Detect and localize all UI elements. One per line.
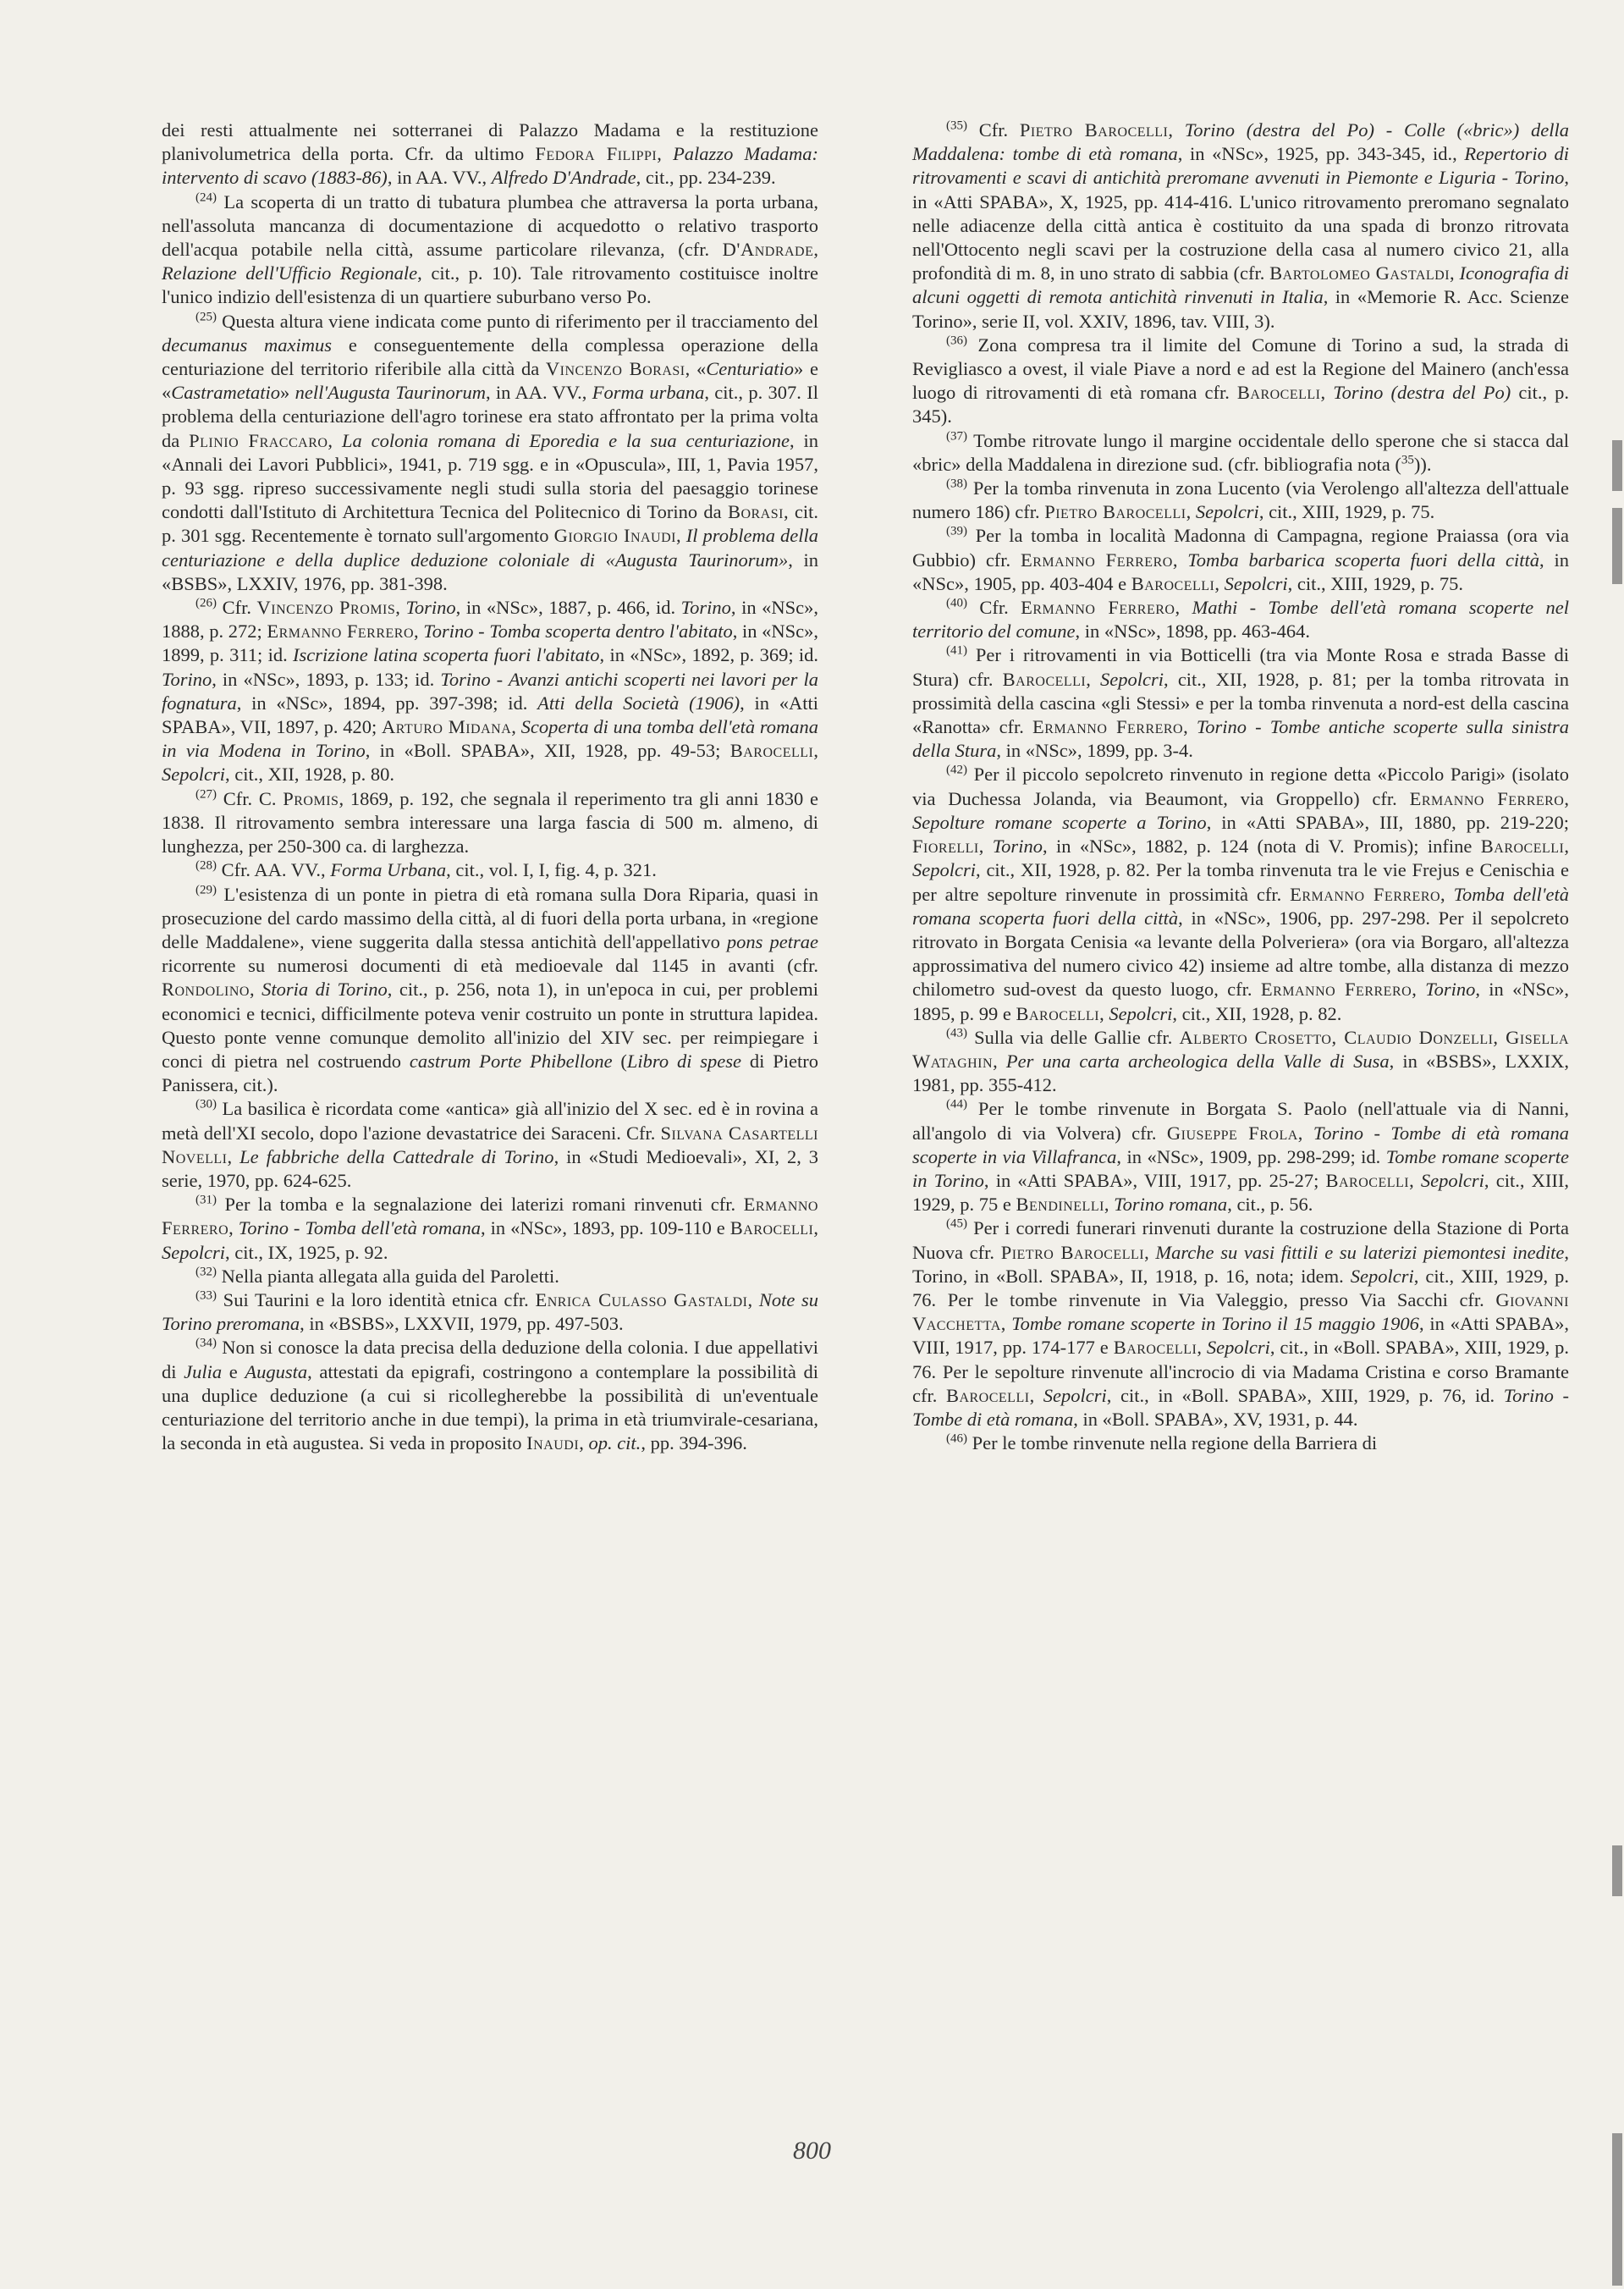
footnote-text: Non si conosce la data precisa della deduzione della colonia. I due appellativi di bbox=[162, 1337, 818, 1382]
footnote-paragraph bbox=[162, 1193, 818, 1265]
author-name: Enrica Culasso Gastaldi bbox=[535, 1288, 748, 1310]
footnote-text: Cfr. AA. VV., bbox=[217, 859, 331, 881]
work-title: Forma urbana bbox=[592, 382, 705, 404]
footnote-paragraph bbox=[162, 190, 818, 310]
footnote-text: , bbox=[1320, 382, 1334, 404]
work-title: Tombe romane scoperte in Torino bbox=[912, 1145, 1569, 1191]
scan-edge-mark bbox=[1612, 508, 1622, 584]
author-name: Silvana Casartelli Novelli bbox=[162, 1122, 818, 1167]
footnote-text: , in «BSBS», LXXIV, 1976, pp. 381-398. bbox=[162, 549, 818, 594]
footnote-text: , bbox=[993, 1050, 1006, 1072]
work-title: Tombe romane scoperte in Torino il 15 maggio 1906 bbox=[1011, 1313, 1419, 1335]
footnote-text: Cfr. bbox=[217, 597, 257, 619]
author-name: Pietro Barocelli bbox=[1019, 119, 1169, 141]
footnote-paragraph bbox=[912, 477, 1569, 524]
footnote-text: , 1869, p. 192, che segnala il reperimento tra gli anni 1830 e 1838. Il ritrovamento sembra interessare una larga fascia di 500 m. almeno, di lunghezza, per 250-300 ca. di larghezza. bbox=[162, 787, 818, 858]
footnote-text: , cit., vol. I, I, fig. 4, p. 321. bbox=[446, 859, 657, 881]
author-name: Barocelli bbox=[1113, 1337, 1197, 1359]
work-title: pons petrae bbox=[726, 930, 818, 952]
footnote-text: La basilica è ricordata come «antica» già all'inizio del X sec. ed è in rovina a metà dell'XI secolo, dopo l'azione devastatrice dei Saraceni. Cfr. bbox=[162, 1098, 818, 1144]
footnote-text: , bbox=[747, 1288, 759, 1310]
footnote-text: , bbox=[227, 1145, 240, 1167]
footnote-number: (45) bbox=[946, 1216, 967, 1231]
footnote-text: , bbox=[1029, 1384, 1043, 1406]
author-name: Vincenzo Borasi bbox=[545, 358, 685, 380]
footnote-text: Sulla via delle Gallie cfr. bbox=[967, 1026, 1180, 1048]
work-title: decumanus maximus bbox=[162, 334, 333, 356]
footnote-number: (41) bbox=[946, 643, 967, 658]
footnote-paragraph bbox=[162, 1097, 818, 1193]
footnote-text: , bbox=[1000, 1313, 1012, 1335]
footnote-text: , bbox=[1564, 787, 1569, 809]
work-title: Sepolcri bbox=[1206, 1337, 1270, 1359]
footnote-text: , in AA. VV., bbox=[387, 167, 492, 189]
footnote-text: , cit., p. 256, nota 1), in un'epoca in cui, per problemi economici e tecnici, difficilmente poteva venir costruito un ponte in struttura lapidea. Questo ponte venne comunque demolito all'inizio del XIV sec. per reimpiegare i conci di pietra nel costruendo bbox=[162, 979, 819, 1072]
footnotes-right-column bbox=[912, 119, 1569, 1455]
footnote-text: , bbox=[1172, 549, 1188, 571]
footnote-number: (27) bbox=[195, 787, 217, 802]
footnote-number: (37) bbox=[946, 429, 967, 444]
work-title: Julia bbox=[184, 1360, 223, 1382]
footnote-text: , bbox=[813, 740, 818, 762]
footnote-text: , in «NSc», 1899, pp. 3-4. bbox=[996, 740, 1193, 762]
footnote-text: , bbox=[676, 525, 686, 547]
author-name: Barocelli bbox=[1236, 382, 1321, 404]
footnote-paragraph bbox=[912, 119, 1569, 334]
footnote-text: , cit., in «Boll. SPABA», XIII, 1929, p. 76. Per le sepolture rinvenute all'incrocio di via Madama Cristina e corso Bramante cfr. bbox=[912, 1337, 1569, 1406]
work-title: Sepolcri bbox=[912, 859, 976, 881]
footnote-text: , bbox=[1144, 1241, 1156, 1263]
footnote-text: Per la tomba e la segnalazione dei laterizi romani rinvenuti cfr. bbox=[217, 1194, 744, 1216]
footnote-paragraph bbox=[162, 310, 818, 596]
footnote-text: , in «Boll. SPABA», XII, 1928, pp. 49-53; bbox=[365, 740, 730, 762]
author-name: Fiorelli bbox=[912, 836, 979, 858]
footnote-text: , bbox=[414, 621, 424, 643]
footnote-text: , bbox=[1214, 572, 1225, 594]
footnote-number: (39) bbox=[946, 524, 967, 538]
footnote-text: , in «NSc», 1887, p. 466, id. bbox=[455, 597, 681, 619]
footnote-text: ( bbox=[612, 1050, 627, 1072]
footnote-text: Sui Taurini e la loro identità etnica cfr. bbox=[217, 1288, 536, 1310]
work-title: Relazione dell'Ufficio Regionale bbox=[162, 262, 418, 284]
footnote-text: , in «NSc», 1909, pp. 298-299; id. bbox=[1116, 1145, 1386, 1167]
footnote-text: , in AA. VV., bbox=[485, 382, 592, 404]
footnote-text: , cit., p. 56. bbox=[1227, 1194, 1313, 1216]
author-name: Giovanni Vacchetta bbox=[912, 1288, 1569, 1335]
footnote-text: , in «Atti SPABA», VII, 1897, p. 420; bbox=[162, 692, 818, 738]
footnote-number: (38) bbox=[946, 477, 967, 491]
footnote-paragraph bbox=[912, 596, 1569, 643]
footnote-text: , attestati da epigrafi, costringono a contemplare la possibilità di una duplice deduzione (a cui si ricollegherebbe la possibilità di un'eventuale centuriazione del territorio anche in due tempi), la prima in età triumvirale-cesariana, la seconda in età augustea. Si veda in proposito bbox=[162, 1360, 818, 1454]
footnote-text: Tombe ritrovate lungo il margine occidentale dello sperone che si stacca dal «bric» della Maddalena in direzione sud. (cfr. bibliografia nota ( bbox=[912, 429, 1569, 475]
author-name: Plinio Fraccaro bbox=[189, 429, 328, 451]
author-name: Promis bbox=[283, 787, 339, 809]
footnote-paragraph bbox=[912, 334, 1569, 429]
work-title: Castrametatio bbox=[171, 382, 281, 404]
footnote-text: , cit., XII, 1928, p. 81; per la tomba ritrovata in prossimità della cascina «gli Stessi» e per la tomba rinvenuta a nord-est della cascina «Ranotta» cfr. bbox=[912, 668, 1569, 738]
work-title: Sepolcri bbox=[1195, 501, 1259, 523]
author-name: Vincenzo Promis bbox=[256, 597, 396, 619]
author-name: Ermanno Ferrero bbox=[1409, 787, 1565, 809]
footnote-number: (28) bbox=[195, 858, 217, 873]
footnote-paragraph bbox=[912, 1431, 1569, 1455]
work-title: Torino - Tombe di età romana scoperte in via Villafranca bbox=[912, 1122, 1570, 1167]
work-title: op. cit. bbox=[588, 1432, 641, 1454]
footnote-paragraph bbox=[912, 1097, 1569, 1216]
work-title: Forma Urbana bbox=[330, 859, 447, 881]
author-name: Rondolino bbox=[162, 979, 250, 1001]
author-name: Barocelli bbox=[945, 1384, 1030, 1406]
footnote-text: , cit., XII, 1928, p. 82. Per la tomba rinvenuta tra le vie Frejus e Cenischia e per altre sepolture rinvenute in prossimità cfr. bbox=[912, 859, 1569, 905]
footnote-text: , in «Atti SPABA», VIII, 1917, pp. 25-27; bbox=[983, 1169, 1326, 1191]
footnote-number: (40) bbox=[946, 596, 967, 610]
footnote-text: , in «Memorie R. Acc. Scienze Torino», serie II, vol. XXIV, 1896, tav. VIII, 3). bbox=[912, 286, 1569, 332]
footnote-number: (29) bbox=[195, 883, 217, 896]
work-title: Tomba barbarica scoperta fuori della città bbox=[1187, 549, 1540, 571]
work-title: Sepolcri bbox=[1350, 1265, 1414, 1287]
footnote-text: , bbox=[978, 836, 993, 858]
footnote-text: La scoperta di un tratto di tubatura plumbea che attraversa la porta urbana, nell'assoluta mancanza di documentazione di acquedotto o relativo trasporto dell'acqua potabile nella città, assume particolare rilevanza, (cfr. bbox=[162, 190, 818, 261]
author-name: Barocelli bbox=[1016, 1002, 1100, 1024]
work-title: Repertorio di ritrovamenti e scavi di antichità preromane avvenuti in Piemonte e Liguria - Torino bbox=[912, 143, 1570, 189]
footnote-text: , bbox=[511, 716, 521, 738]
author-name: Arturo Midana bbox=[381, 716, 512, 738]
footnote-text: , in «NSc», 1892, p. 369; id. bbox=[599, 644, 818, 666]
work-title: Tomba dell'età romana scoperta fuori della città bbox=[912, 883, 1569, 929]
work-title: Centuriatio bbox=[706, 358, 795, 380]
footnote-text: , bbox=[1564, 836, 1569, 858]
author-name: Bartolomeo Gastaldi bbox=[1269, 262, 1451, 284]
footnote-text: , in «NSc», 1899, p. 311; id. bbox=[162, 621, 818, 666]
author-name: Bendinelli bbox=[1016, 1194, 1104, 1216]
author-name: Pietro Barocelli bbox=[1000, 1241, 1145, 1263]
footnote-paragraph bbox=[912, 524, 1569, 596]
footnote-text: , bbox=[1186, 501, 1196, 523]
footnote-number: (26) bbox=[195, 596, 217, 610]
footnote-number: (46) bbox=[946, 1431, 967, 1446]
work-title: Sepolcri bbox=[1224, 572, 1288, 594]
footnote-text: , cit., p. 10). Tale ritrovamento costituisce inoltre l'unico indizio dell'esistenza di un quartiere suburbano verso Po. bbox=[162, 262, 818, 308]
work-title: Sepolcri bbox=[1109, 1002, 1173, 1024]
footnote-number: (25) bbox=[195, 310, 217, 324]
work-title: Torino - Tombe antiche scoperte sulla sinistra della Stura bbox=[912, 716, 1569, 762]
footnote-text: , bbox=[1409, 1169, 1421, 1191]
footnote-text: , bbox=[228, 1217, 239, 1239]
footnote-number: (32) bbox=[195, 1265, 217, 1279]
footnote-text: , bbox=[1183, 716, 1197, 738]
footnote-number: (44) bbox=[946, 1097, 967, 1111]
work-title: Torino - Tomba scoperta dentro l'abitato bbox=[423, 621, 733, 643]
footnote-text: Per le tombe rinvenute nella regione della Barriera di bbox=[967, 1432, 1378, 1454]
footnote-text: , Torino, in «Boll. SPABA», II, 1918, p. 16, nota; idem. bbox=[912, 1241, 1569, 1287]
footnote-text: di Pietro Panissera, cit.). bbox=[162, 1050, 818, 1096]
footnote-text: , cit., in «Boll. SPABA», XIII, 1929, p. 76, id. bbox=[1106, 1384, 1504, 1406]
footnote-paragraph bbox=[912, 763, 1569, 1025]
footnote-text: , in «Atti SPABA», VIII, 1917, pp. 174-177 e bbox=[912, 1313, 1569, 1359]
work-title: Torino - Tombe di età romana bbox=[912, 1384, 1569, 1430]
footnote-text: » e « bbox=[162, 358, 818, 404]
footnote-paragraph bbox=[162, 858, 818, 882]
scan-edge-mark bbox=[1612, 1845, 1622, 1896]
footnote-text: Cfr. C. bbox=[217, 787, 284, 809]
footnote-text: , bbox=[657, 143, 674, 165]
footnote-text: , cit., XII, 1928, p. 80. bbox=[224, 764, 394, 786]
footnote-number: (34) bbox=[195, 1336, 217, 1350]
footnote-text: , in «BSBS», LXXIX, 1981, pp. 355-412. bbox=[912, 1050, 1570, 1096]
footnote-text: , bbox=[579, 1432, 589, 1454]
work-title: Augusta bbox=[245, 1360, 308, 1382]
footnote-text: dei resti attualmente nei sotterranei di Palazzo Madama e la restituzione planivolumetrica della porta. Cfr. da ultimo bbox=[162, 119, 818, 165]
work-title: Per una carta archeologica della Valle di Susa bbox=[1005, 1050, 1390, 1072]
footnote-paragraph bbox=[162, 787, 818, 859]
footnote-text: Nella pianta allegata alla guida del Paroletti. bbox=[217, 1265, 559, 1287]
footnote-text: , cit., XIII, 1929, p. 75 e bbox=[912, 1169, 1569, 1216]
footnote-text: Per la tomba in località Madonna di Campagna, regione Praiassa (ora via Gubbio) cfr. bbox=[912, 525, 1569, 571]
work-title: Sepolcri bbox=[1420, 1169, 1484, 1191]
work-title: Torino - Avanzi antichi scoperti nei lavori per la fognatura bbox=[162, 668, 818, 714]
author-name: Ermanno Ferrero bbox=[267, 621, 415, 643]
work-title: Sepolcri bbox=[1100, 668, 1164, 690]
footnote-text: , cit., XIII, 1929, p. 76. Per le tombe rinvenute in Via Valeggio, presso Via Sacchi cfr. bbox=[912, 1265, 1570, 1310]
author-name: Ermanno Ferrero bbox=[1032, 716, 1184, 738]
work-title: Torino - Tomba dell'età romana bbox=[238, 1217, 482, 1239]
footnote-text: Per la tomba rinvenuta in zona Lucento (via Verolengo all'altezza dell'attuale numero 186) cfr. bbox=[912, 477, 1569, 523]
work-title: Sepolture romane scoperte a Torino bbox=[912, 811, 1207, 833]
author-name: Ermanno Ferrero bbox=[1260, 979, 1412, 1001]
footnote-text: , cit., XIII, 1929, p. 75. bbox=[1258, 501, 1435, 523]
footnote-paragraph bbox=[162, 119, 818, 190]
author-name: Ermanno Ferrero bbox=[162, 1194, 818, 1239]
footnote-number: (33) bbox=[195, 1288, 217, 1303]
footnote-text: , in «Annali dei Lavori Pubblici», 1941, p. 719 sgg. e in «Opuscula», III, 1, Pavia 1957, p. 93 sgg. ripreso successivamente negli studi sulla storia del paesaggio torinese condotti dall'Istituto di Architettura Tecnica del Politecnico di Torino da bbox=[162, 429, 819, 523]
footnote-text: , bbox=[1168, 119, 1185, 141]
work-title: Iscrizione latina scoperta fuori l'abitato bbox=[293, 644, 600, 666]
footnote-number: (42) bbox=[946, 763, 967, 777]
author-name: Barocelli bbox=[729, 1217, 814, 1239]
scan-edge-mark bbox=[1612, 2133, 1622, 2286]
work-title: Il problema della centuriazione e della duplice deduzione coloniale di «Augusta Taurinorum» bbox=[162, 525, 819, 571]
footnote-text: )). bbox=[1413, 453, 1432, 475]
footnote-number: (36) bbox=[946, 334, 967, 348]
footnote-text: , bbox=[1440, 883, 1454, 905]
footnote-text: , bbox=[395, 597, 406, 619]
work-title: Torino bbox=[680, 597, 731, 619]
work-title: Storia di Torino bbox=[261, 979, 388, 1001]
footnote-number: (30) bbox=[195, 1097, 217, 1111]
footnote-text: cit., p. 345). bbox=[912, 382, 1570, 427]
author-name: Borasi bbox=[727, 501, 784, 523]
footnotes-left-column bbox=[162, 119, 818, 1455]
footnote-text: Zona compresa tra il limite del Comune di Torino a sud, la strada di Revigliasco a ovest, il viale Piave a nord e ad est la Regione del Mainero (anch'essa luogo di ritrovamenti di età romana cfr. bbox=[912, 334, 1569, 404]
author-name: Fedora Filippi bbox=[535, 143, 658, 165]
footnote-text: , in «NSc», 1893, pp. 109-110 e bbox=[481, 1217, 730, 1239]
footnote-text: , cit., XII, 1928, p. 82. bbox=[1172, 1002, 1342, 1024]
footnote-text: , bbox=[1104, 1194, 1115, 1216]
footnote-text: Per le tombe rinvenute in Borgata S. Paolo (nell'attuale via di Nanni, all'angolo di via Volvera) cfr. bbox=[912, 1098, 1569, 1144]
footnote-text: , in «BSBS», LXXVII, 1979, pp. 497-503. bbox=[300, 1313, 624, 1335]
footnote-text: , in «NSc», 1898, pp. 463-464. bbox=[1075, 621, 1310, 643]
footnote-number: (35) bbox=[946, 119, 967, 133]
footnote-text: , bbox=[1412, 979, 1426, 1001]
footnote-text: ricorrente su numerosi documenti di età medioevale dal 1145 in avanti (cfr. bbox=[162, 955, 818, 977]
work-title: Iconografia di alcuni oggetti di remota antichità rinvenuti in Italia bbox=[912, 262, 1569, 308]
work-title: Torino (destra del Po) bbox=[1333, 382, 1511, 404]
footnote-paragraph bbox=[912, 1216, 1569, 1431]
work-title: Atti della Società (1906) bbox=[537, 692, 740, 714]
footnote-text: , in «Boll. SPABA», XV, 1931, p. 44. bbox=[1073, 1408, 1358, 1430]
footnote-text: Cfr. bbox=[967, 119, 1020, 141]
footnote-text: , cit., IX, 1925, p. 92. bbox=[224, 1241, 388, 1263]
footnote-text: , bbox=[813, 239, 818, 261]
footnote-number: 35 bbox=[1401, 453, 1414, 467]
author-name: Alberto Crosetto, Claudio Donzelli, Gisella Wataghin bbox=[912, 1026, 1570, 1072]
footnote-text: e bbox=[222, 1360, 245, 1382]
work-title: Scoperta di una tomba dell'età romana in via Modena in Torino bbox=[162, 716, 818, 762]
author-name: Barocelli bbox=[1002, 668, 1087, 690]
footnote-text: Per i ritrovamenti in via Botticelli (tra via Monte Rosa e strada Basse di Stura) cfr. bbox=[912, 644, 1569, 690]
footnote-text: , in «NSc», 1925, pp. 343-345, id., bbox=[1177, 143, 1465, 165]
footnote-text: , cit., XIII, 1929, p. 75. bbox=[1287, 572, 1464, 594]
footnote-text: Questa altura viene indicata come punto di riferimento per il tracciamento del bbox=[217, 310, 818, 332]
footnote-number: (31) bbox=[195, 1193, 217, 1207]
author-name: Ermanno Ferrero bbox=[1290, 883, 1441, 905]
footnote-text: , bbox=[1086, 668, 1101, 690]
footnote-text: , cit. p. 301 sgg. Recentemente è tornato sull'argomento bbox=[162, 501, 818, 547]
author-name: Barocelli bbox=[1131, 572, 1215, 594]
footnote-text: , in «Atti SPABA», III, 1880, pp. 219-220; bbox=[1206, 811, 1569, 833]
footnote-text: , in «NSc», 1893, p. 133; id. bbox=[212, 668, 441, 690]
footnote-text: , pp. 394-396. bbox=[641, 1432, 747, 1454]
work-title: Sepolcri bbox=[1043, 1384, 1107, 1406]
work-title: Sepolcri bbox=[162, 764, 225, 786]
footnote-paragraph bbox=[912, 1026, 1569, 1098]
footnote-text: , in «NSc», 1895, p. 99 e bbox=[912, 979, 1570, 1024]
footnote-text: , cit., p. 307. Il problema della centuriazione dell'agro torinese era stato affrontato per la prima volta da bbox=[162, 382, 819, 451]
footnote-text: , bbox=[1450, 262, 1460, 284]
footnote-paragraph bbox=[162, 1288, 818, 1336]
work-title: La colonia romana di Eporedia e la sua centuriazione bbox=[341, 429, 790, 451]
work-title: Palazzo Madama: intervento di scavo (1883-86) bbox=[162, 143, 818, 189]
work-title: Marche su vasi fittili e su laterizi piemontesi inedite bbox=[1155, 1241, 1565, 1263]
work-title: Alfredo D'Andrade bbox=[491, 167, 636, 189]
footnote-text: , in «NSc», 1906, pp. 297-298. Per il sepolcreto ritrovato in Borgata Cenisia «a levante della Polveriera» (ora via Borgaro, all'altezza approssimativa del numero civico 42) insieme ad altre tombe, alla distanza di mezzo chilometro sud-ovest da questo luogo, cfr. bbox=[912, 907, 1569, 1001]
footnote-text: , in «Studi Medioevali», XI, 2, 3 serie, 1970, pp. 624-625. bbox=[162, 1145, 819, 1191]
footnote-paragraph bbox=[912, 429, 1569, 477]
footnote-text: » bbox=[280, 382, 295, 404]
footnote-text: Per i corredi funerari rinvenuti durante la costruzione della Stazione di Porta Nuova cfr. bbox=[912, 1217, 1569, 1263]
work-title: Torino bbox=[992, 836, 1043, 858]
footnote-text: , bbox=[813, 1217, 818, 1239]
work-title: castrum Porte Phibellone bbox=[409, 1050, 613, 1072]
author-name: Giuseppe Frola bbox=[1166, 1122, 1298, 1144]
footnote-text: e conseguentemente della complessa operazione della centuriazione del territorio riferibile alla città da bbox=[162, 334, 818, 380]
work-title: Note su Torino preromana bbox=[162, 1288, 818, 1335]
work-title: Sepolcri bbox=[162, 1241, 225, 1263]
footnote-text: , in «NSc», 1882, p. 124 (nota di V. Promis); infine bbox=[1042, 836, 1481, 858]
footnote-text: L'esistenza di un ponte in pietra di età romana sulla Dora Riparia, quasi in prosecuzione del cardo massimo della città, al di fuori della porta urbana, in «regione delle Maddalene», viene suggerita dalla stessa antichità dell'appellativo bbox=[162, 883, 818, 952]
author-name: Ermanno Ferrero bbox=[1021, 597, 1175, 619]
footnote-text: , cit., pp. 234-239. bbox=[636, 167, 776, 189]
footnote-text: , bbox=[1099, 1002, 1109, 1024]
author-name: Barocelli bbox=[1480, 836, 1565, 858]
footnote-text: , bbox=[249, 979, 262, 1001]
author-name: Barocelli bbox=[1325, 1169, 1410, 1191]
work-title: Torino bbox=[405, 597, 456, 619]
footnote-paragraph bbox=[912, 643, 1569, 763]
author-name: Ermanno Ferrero bbox=[1021, 549, 1173, 571]
footnote-text: , in «NSc», 1888, p. 272; bbox=[162, 597, 819, 643]
footnote-number: (43) bbox=[946, 1026, 967, 1040]
work-title: Torino bbox=[1425, 979, 1476, 1001]
author-name: Barocelli bbox=[729, 740, 814, 762]
work-title: Torino romana bbox=[1114, 1194, 1228, 1216]
footnote-number: (24) bbox=[195, 190, 217, 205]
author-name: Pietro Barocelli bbox=[1044, 501, 1186, 523]
footnote-text: , in «NSc», 1905, pp. 403-404 e bbox=[912, 549, 1569, 594]
footnote-text: , bbox=[1175, 597, 1192, 619]
work-title: Le fabbriche della Cattedrale di Torino bbox=[239, 1145, 554, 1167]
author-name: D'Andrade bbox=[722, 239, 814, 261]
footnote-text: , bbox=[328, 429, 342, 451]
footnote-text: , in «Atti SPABA», X, 1925, pp. 414-416. L'unico ritrovamento preromano segnalato nelle adiacenze della città antica è costituito da una spada di bronzo ritrovata nell'Ottocento negli scavi per la costruzione della casa al numero civico 21, alla profondità di m. 8, in uno strato di sabbia (cfr. bbox=[912, 167, 1569, 284]
footnote-paragraph bbox=[162, 883, 818, 1098]
footnote-text: , bbox=[1197, 1337, 1207, 1359]
work-title: Libro di spese bbox=[626, 1050, 742, 1072]
footnote-text: Cfr. bbox=[967, 597, 1021, 619]
footnote-text: , « bbox=[685, 358, 707, 380]
work-title: nell'Augusta Taurinorum bbox=[295, 382, 486, 404]
scan-edge-mark bbox=[1612, 440, 1622, 491]
work-title: Mathi - Tombe dell'età romana scoperte nel territorio del comune bbox=[912, 597, 1569, 643]
work-title: Torino (destra del Po) - Colle («bric») della Maddalena: tombe di età romana bbox=[912, 119, 1569, 165]
work-title: Torino bbox=[162, 668, 212, 690]
footnote-text: , bbox=[1297, 1122, 1313, 1144]
footnote-text: Per il piccolo sepolcreto rinvenuto in regione detta «Piccolo Parigi» (isolato via Duchessa Jolanda, via Beaumont, via Groppello) cfr. bbox=[912, 764, 1569, 809]
footnote-paragraph bbox=[162, 596, 818, 787]
page-number: 800 bbox=[793, 2137, 831, 2165]
author-name: Inaudi bbox=[526, 1432, 580, 1454]
author-name: Giorgio Inaudi bbox=[553, 525, 676, 547]
footnote-paragraph bbox=[162, 1336, 818, 1455]
footnote-paragraph bbox=[162, 1265, 818, 1288]
footnote-text: , in «NSc», 1894, pp. 397-398; id. bbox=[236, 692, 538, 714]
